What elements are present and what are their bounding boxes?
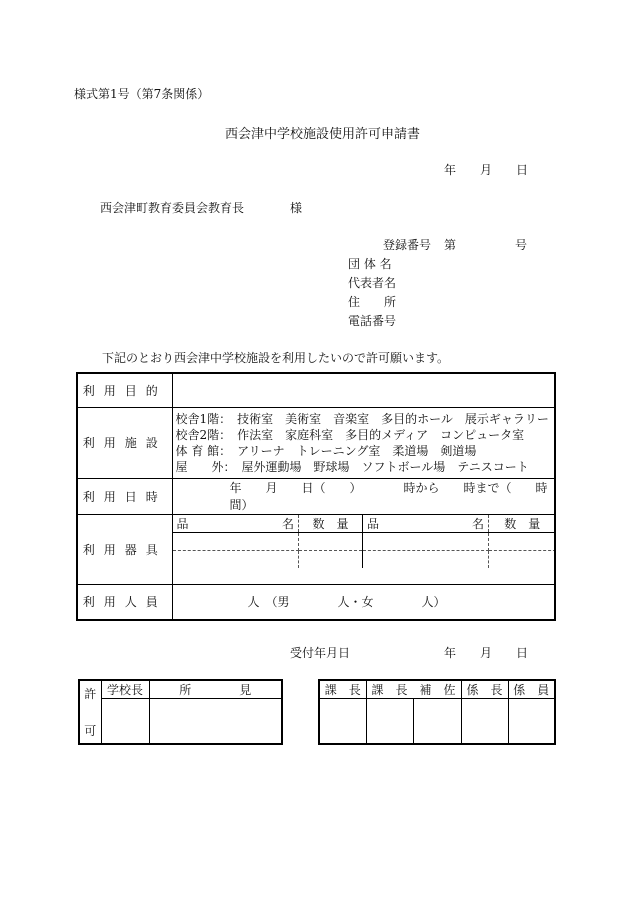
registration-label: 登録番号: [383, 238, 432, 252]
datetime-row: [77, 478, 555, 514]
facility-line-3: 体 育 館： アリーナ トレーニング室 柔道場 剣道場: [175, 443, 477, 458]
role-header-kacho: 課 長: [319, 680, 366, 699]
purpose-field[interactable]: [172, 373, 555, 407]
datetime-label: 利用日時: [77, 478, 172, 514]
phone-label: 電話番号: [348, 314, 397, 328]
equip-cell[interactable]: [299, 532, 363, 550]
principal-header: 学校長: [101, 680, 149, 699]
people-label: 利用人員: [77, 584, 172, 620]
opinion-field[interactable]: [149, 699, 282, 745]
intro-text: 下記のとおり西会津中学校施設を利用したいので許可願います。: [102, 351, 450, 365]
role-stamp-field[interactable]: [366, 699, 461, 745]
addressee: 西会津町教育委員会教育長: [100, 201, 245, 215]
opinion-header: 所 見: [149, 680, 282, 699]
receipt-label: 受付年月日: [290, 646, 351, 660]
facility-line-4: 屋 外： 屋外運動場 野球場 ソフトボール場 テニスコート: [175, 459, 529, 474]
equip-item-header-2: 品 名: [363, 515, 489, 533]
equipment-grid[interactable]: [172, 514, 555, 584]
equipment-row: [77, 514, 555, 584]
equip-item-header-1: 品 名: [173, 515, 299, 533]
equipment-table: [173, 515, 556, 569]
address-label: 住 所: [348, 295, 397, 309]
honorific: 様: [290, 201, 303, 215]
role-stamp-field[interactable]: [508, 699, 555, 745]
facility-label: 利用施設: [77, 407, 172, 478]
datetime-field[interactable]: 年 月 日（ ） 時から 時まで（ 時間）: [172, 478, 555, 514]
form-number: 様式第1号（第7条関係）: [74, 87, 210, 101]
application-table: [76, 372, 556, 621]
receipt-date: 年 月 日: [444, 646, 529, 660]
people-row: [77, 584, 555, 620]
facility-line-2: 校舎2階： 作法室 家庭科室 多目的メディア コンピュータ室: [175, 427, 525, 442]
equip-qty-header-1: 数 量: [299, 515, 363, 533]
facility-options[interactable]: [172, 407, 555, 478]
facility-line-1: 校舎1階： 技術室 美術室 音楽室 多目的ホール 展示ギャラリー: [175, 411, 549, 426]
equip-cell[interactable]: [299, 550, 363, 568]
role-stamp-field[interactable]: [319, 699, 366, 745]
registration-go: 号: [515, 238, 528, 252]
approval-box: [78, 679, 283, 745]
equip-cell[interactable]: [173, 532, 299, 550]
purpose-row: [77, 373, 555, 407]
equip-cell[interactable]: [363, 550, 489, 568]
role-header-kacho-hosa: 課 長 補 佐: [366, 680, 461, 699]
group-name-label: 団 体 名: [348, 257, 392, 271]
role-stamp-field[interactable]: [461, 699, 508, 745]
facility-row: [77, 407, 555, 478]
people-field[interactable]: 人 （男 人・女 人）: [172, 584, 555, 620]
registration-dai: 第: [444, 238, 457, 252]
representative-label: 代表者名: [348, 276, 397, 290]
form-title: 西会津中学校施設使用許可申請書: [225, 127, 421, 142]
approval-kyoka: 許 可: [79, 680, 101, 744]
roles-box: [318, 679, 556, 745]
principal-stamp-field[interactable]: [101, 699, 149, 745]
equip-cell[interactable]: [363, 532, 489, 550]
role-header-kakariin: 係 員: [508, 680, 555, 699]
role-header-kakaricho: 係 長: [461, 680, 508, 699]
equip-cell[interactable]: [173, 550, 299, 568]
equip-qty-header-2: 数 量: [489, 515, 556, 533]
equipment-label: 利用器具: [77, 514, 172, 584]
purpose-label: 利用目的: [77, 373, 172, 407]
equip-cell[interactable]: [489, 532, 556, 550]
equip-cell[interactable]: [489, 550, 556, 568]
application-date: 年 月 日: [444, 163, 529, 177]
